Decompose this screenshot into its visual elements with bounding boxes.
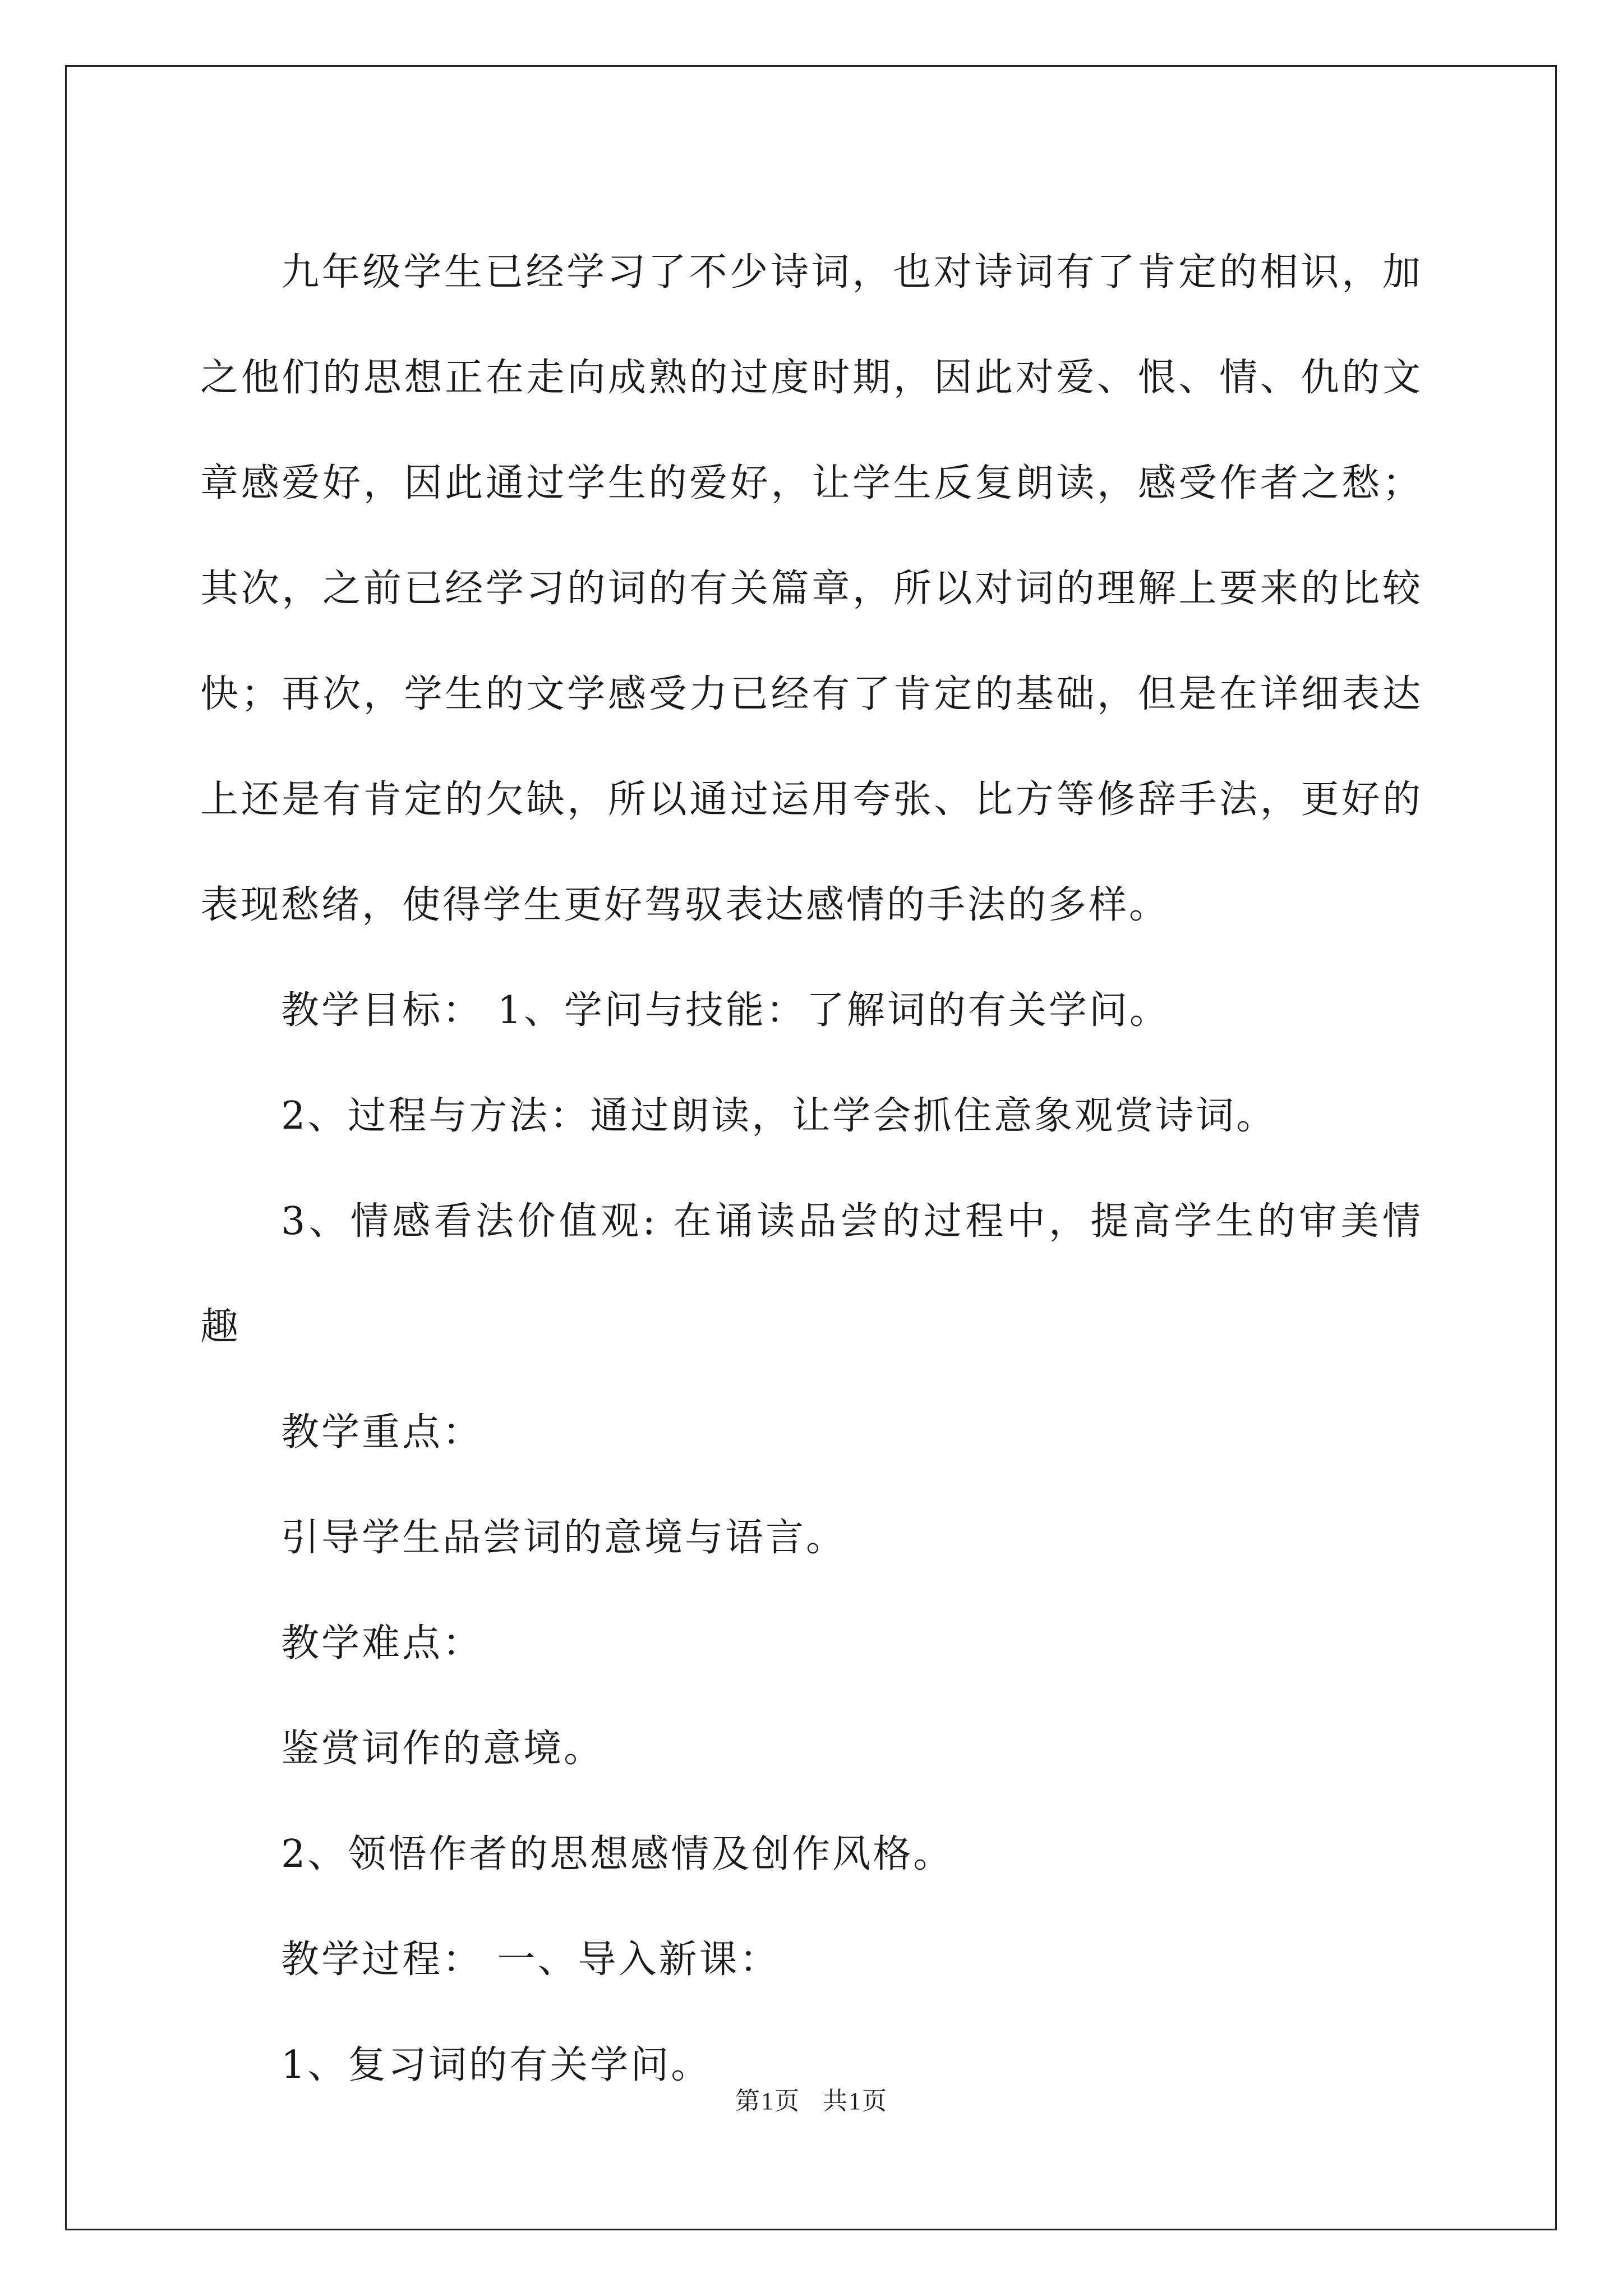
paragraph-intro: 九年级学生已经学习了不少诗词，也对诗词有了肯定的相识，加之他们的思想正在走向成熟的过度时期，因此对爱、恨、情、仇的文章感爱好，因此通过学生的爱好，让学生反复朗读，感受作者之愁；其次，之前已经学习的词的有关篇章，所以对词的理解上要来的比较快；再次，学生的文学感受力已经有了肯定的基础，但是在详细表达上还是有肯定的欠缺，所以通过运用夸张、比方等修辞手法，更好的表现愁绪，使得学生更好驾驭表达感情的手法的多样。	[200, 250, 1423, 927]
page-number: 第1页	[735, 2087, 800, 2115]
page-total: 共1页	[823, 2087, 888, 2115]
paragraph-difficulty-1: 鉴赏词作的意境。	[281, 1727, 605, 1771]
paragraph-teaching-goals: 教学目标： 1、学问与技能：了解词的有关学问。	[281, 988, 1170, 1033]
document-body	[200, 220, 1423, 2118]
heading-difficulties: 教学难点：	[281, 1621, 483, 1665]
heading-key-points: 教学重点：	[281, 1410, 483, 1455]
paragraph-key-points: 引导学生品尝词的意境与语言。	[281, 1516, 847, 1560]
paragraph-difficulty-2: 2、领悟作者的思想感情及创作风格。	[281, 1832, 954, 1876]
heading-teaching-process: 教学过程： 一、导入新课：	[281, 1938, 780, 1982]
paragraph-process-method: 2、过程与方法：通过朗读，让学会抓住意象观赏诗词。	[281, 1094, 1277, 1138]
paragraph-emotion-values: 3、情感看法价值观: 在诵读品尝的过程中，提高学生的审美情趣	[200, 1199, 1423, 1349]
paragraph-review: 1、复习词的有关学问。	[281, 2043, 712, 2087]
page-footer	[0, 2085, 1623, 2118]
